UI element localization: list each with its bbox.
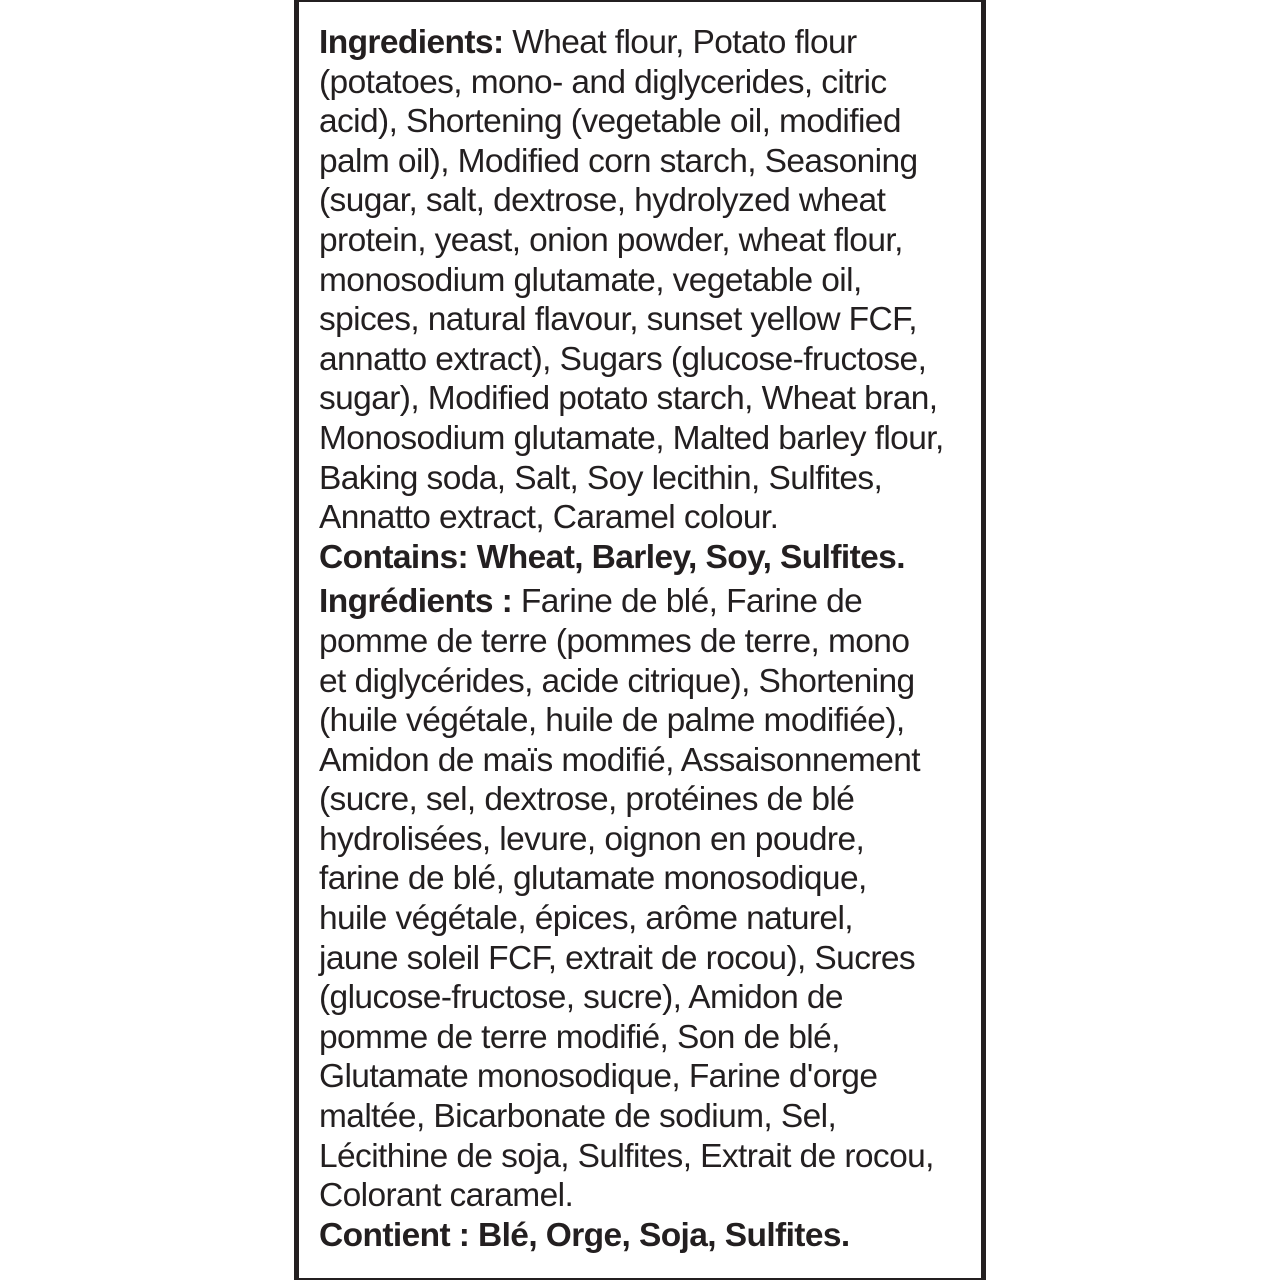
- french-line: Lécithine de soja, Sulfites, Extrait de rocou,: [319, 1137, 934, 1175]
- french-line: (sucre, sel, dextrose, protéines de blé: [319, 781, 855, 819]
- french-line-1: [319, 582, 969, 622]
- french-line: jaune soleil FCF, extrait de rocou), Sucres: [319, 939, 916, 977]
- english-line: (sugar, salt, dextrose, hydrolyzed wheat: [319, 182, 886, 220]
- french-line: pomme de terre (pommes de terre, mono: [319, 622, 910, 660]
- french-line: et diglycérides, acide citrique), Shortening: [319, 662, 915, 700]
- english-line: monosodium glutamate, vegetable oil,: [319, 261, 862, 299]
- french-line: Colorant caramel.: [319, 1177, 574, 1215]
- ingredient-label-panel: [294, 0, 986, 1280]
- english-line: annatto extract), Sugars (glucose-fructose,: [319, 340, 927, 378]
- english-line: (potatoes, mono- and diglycerides, citric: [319, 63, 887, 101]
- english-line: protein, yeast, onion powder, wheat flour,: [319, 221, 903, 259]
- ingredient-label-content: [319, 23, 969, 1255]
- french-line: maltée, Bicarbonate de sodium, Sel,: [319, 1098, 837, 1136]
- french-contains-statement: Contient : Blé, Orge, Soja, Sulfites.: [319, 1216, 850, 1254]
- french-line: pomme de terre modifié, Son de blé,: [319, 1018, 840, 1056]
- french-line: (glucose-fructose, sucre), Amidon de: [319, 979, 843, 1017]
- french-line: (huile végétale, huile de palme modifiée),: [319, 702, 905, 740]
- english-line: acid), Shortening (vegetable oil, modified: [319, 103, 901, 141]
- french-ingredients-text: Farine de blé, Farine de: [512, 583, 863, 621]
- english-line: Annatto extract, Caramel colour.: [319, 499, 779, 537]
- french-line: Amidon de maïs modifié, Assaisonnement: [319, 741, 920, 779]
- english-ingredients-text: Wheat flour, Potato flour: [503, 24, 857, 61]
- english-line-1: [319, 23, 969, 63]
- english-line: sugar), Modified potato starch, Wheat bran,: [319, 380, 938, 418]
- english-contains-statement: Contains: Wheat, Barley, Soy, Sulfites.: [319, 538, 905, 576]
- english-ingredients: [319, 23, 969, 577]
- english-line: Baking soda, Salt, Soy lecithin, Sulfites,: [319, 459, 883, 497]
- french-ingredients: [319, 582, 969, 1255]
- english-line: palm oil), Modified corn starch, Seasoning: [319, 142, 918, 180]
- english-line: spices, natural flavour, sunset yellow FCF,: [319, 301, 917, 339]
- french-line: Glutamate monosodique, Farine d'orge: [319, 1058, 878, 1096]
- french-line: hydrolisées, levure, oignon en poudre,: [319, 820, 865, 858]
- french-line: huile végétale, épices, arôme naturel,: [319, 900, 854, 938]
- french-line: farine de blé, glutamate monosodique,: [319, 860, 867, 898]
- french-ingredients-label: Ingrédients :: [319, 583, 513, 621]
- english-line: Monosodium glutamate, Malted barley flour,: [319, 419, 944, 457]
- english-ingredients-label: Ingredients:: [319, 24, 504, 61]
